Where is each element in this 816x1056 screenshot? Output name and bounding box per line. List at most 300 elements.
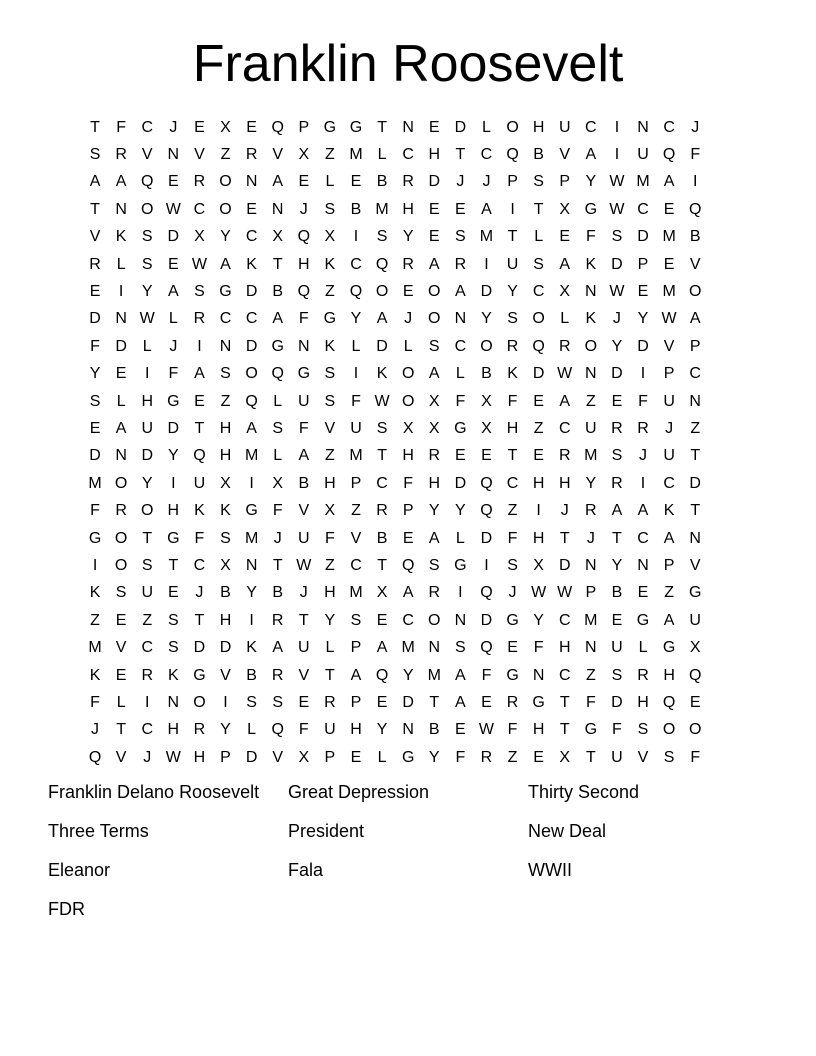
grid-letter: S <box>89 146 101 164</box>
grid-letter: D <box>637 228 649 246</box>
grid-letter: F <box>116 118 127 136</box>
word-list <box>48 780 768 936</box>
grid-letter: Y <box>455 502 466 520</box>
grid-letter: H <box>532 474 545 492</box>
grid-letter: S <box>324 365 336 383</box>
grid-letter: S <box>220 365 231 383</box>
grid-letter: V <box>689 255 701 273</box>
grid-letter: I <box>640 474 646 492</box>
grid-letter: T <box>690 502 701 520</box>
grid-letter: X <box>559 283 571 301</box>
grid-letter: G <box>584 721 598 739</box>
grid-letter: Z <box>690 419 701 437</box>
grid-letter: E <box>194 118 205 136</box>
grid-letter: F <box>90 337 100 355</box>
grid-letter: V <box>272 748 284 766</box>
grid-letter: R <box>506 337 519 355</box>
grid-letter: H <box>558 639 571 657</box>
grid-letter: A <box>611 502 623 520</box>
grid-letter: Q <box>688 666 702 684</box>
grid-letter: W <box>661 310 677 328</box>
grid-letter: A <box>194 365 205 383</box>
grid-letter: D <box>532 365 545 383</box>
word-list-item: Great Depression <box>288 782 430 802</box>
grid-letter: X <box>481 419 492 437</box>
grid-letter: Y <box>402 228 414 246</box>
grid-letter: D <box>402 693 414 711</box>
grid-letter: A <box>637 502 649 520</box>
grid-letter: O <box>114 529 128 547</box>
grid-letter: P <box>350 693 362 711</box>
grid-letter: O <box>219 173 232 191</box>
grid-letter: J <box>639 447 648 465</box>
grid-letter: N <box>454 611 467 629</box>
grid-letter: A <box>663 173 675 191</box>
grid-row <box>82 224 708 251</box>
grid-letter: E <box>663 200 675 218</box>
grid-letter: S <box>507 556 518 574</box>
grid-letter: X <box>220 118 231 136</box>
grid-letter: F <box>168 365 179 383</box>
grid-letter: O <box>114 474 128 492</box>
grid-letter: N <box>271 200 284 218</box>
grid-letter: A <box>272 173 284 191</box>
grid-letter: C <box>558 419 571 437</box>
grid-letter: P <box>663 365 675 383</box>
grid-letter: Z <box>507 502 518 520</box>
grid-letter: S <box>533 173 544 191</box>
grid-letter: X <box>324 228 336 246</box>
grid-letter: Y <box>637 310 649 328</box>
grid-letter: S <box>89 392 101 410</box>
grid-row <box>82 196 708 223</box>
grid-letter: E <box>455 200 466 218</box>
grid-letter: C <box>402 146 414 164</box>
grid-letter: E <box>455 447 466 465</box>
grid-letter: I <box>484 556 489 574</box>
grid-letter: T <box>90 200 100 218</box>
grid-letter: N <box>245 556 258 574</box>
grid-letter: J <box>665 419 674 437</box>
grid-letter: G <box>167 529 180 547</box>
grid-letter: N <box>167 693 180 711</box>
grid-letter: V <box>194 146 205 164</box>
grid-letter: N <box>637 118 649 136</box>
grid-letter: B <box>246 666 257 684</box>
grid-letter: R <box>324 693 336 711</box>
grid-letter: C <box>219 310 232 328</box>
grid-letter: E <box>533 392 544 410</box>
grid-letter: S <box>167 611 179 629</box>
grid-letter: D <box>480 611 493 629</box>
grid-letter: Q <box>375 666 389 684</box>
grid-letter: E <box>376 693 388 711</box>
grid-letter: C <box>637 200 649 218</box>
grid-letter: L <box>247 721 257 739</box>
grid-letter: S <box>376 419 388 437</box>
grid-letter: Z <box>220 146 231 164</box>
grid-letter: S <box>428 337 440 355</box>
grid-letter: N <box>585 639 597 657</box>
grid-letter: P <box>637 255 649 273</box>
grid-letter: Z <box>325 556 335 574</box>
grid-letter: P <box>507 173 518 191</box>
grid-letter: O <box>584 337 598 355</box>
grid-letter: H <box>402 200 414 218</box>
grid-row <box>82 169 708 196</box>
grid-letter: C <box>663 474 675 492</box>
grid-letter: H <box>532 721 545 739</box>
grid-letter: S <box>324 392 336 410</box>
grid-letter: T <box>116 721 127 739</box>
word-list-item: Fala <box>288 860 324 880</box>
grid-letter: I <box>118 283 124 301</box>
grid-letter: H <box>558 474 571 492</box>
grid-letter: S <box>428 556 440 574</box>
grid-letter: L <box>273 447 283 465</box>
grid-letter: W <box>478 721 494 739</box>
grid-letter: D <box>167 419 180 437</box>
grid-letter: M <box>244 447 259 465</box>
grid-letter: J <box>691 118 700 136</box>
grid-letter: G <box>88 529 102 547</box>
grid-letter: E <box>428 200 440 218</box>
grid-letter: W <box>165 748 181 766</box>
grid-letter: Z <box>142 611 153 629</box>
grid-letter: E <box>689 693 701 711</box>
grid-letter: J <box>195 584 204 602</box>
grid-letter: C <box>141 721 154 739</box>
grid-letter: E <box>115 666 127 684</box>
grid-letter: Z <box>664 584 674 602</box>
grid-letter: E <box>376 611 388 629</box>
grid-letter: H <box>219 419 232 437</box>
grid-letter: O <box>401 392 415 410</box>
grid-letter: G <box>688 584 702 602</box>
grid-letter: C <box>454 337 467 355</box>
grid-letter: N <box>585 556 597 574</box>
grid-letter: J <box>560 502 569 520</box>
grid-letter: W <box>165 200 181 218</box>
grid-letter: O <box>141 200 154 218</box>
grid-letter: T <box>429 693 440 711</box>
grid-letter: E <box>115 611 127 629</box>
grid-letter: G <box>323 118 337 136</box>
grid-letter: T <box>533 200 544 218</box>
grid-letter: L <box>116 693 126 711</box>
grid-letter: D <box>219 639 232 657</box>
grid-letter: F <box>481 666 492 684</box>
grid-letter: K <box>663 502 675 520</box>
grid-letter: U <box>637 146 649 164</box>
grid-letter: Y <box>376 721 388 739</box>
grid-letter: B <box>350 200 362 218</box>
grid-letter: J <box>299 584 308 602</box>
grid-letter: G <box>532 693 545 711</box>
grid-letter: X <box>559 748 571 766</box>
grid-letter: F <box>612 721 622 739</box>
grid-letter: F <box>690 748 701 766</box>
grid-letter: Z <box>507 748 518 766</box>
grid-letter: D <box>193 639 206 657</box>
grid-letter: K <box>585 310 597 328</box>
grid-letter: M <box>349 146 363 164</box>
grid-letter: X <box>559 200 571 218</box>
grid-letter: S <box>637 721 649 739</box>
word-list-item: FDR <box>48 899 85 919</box>
grid-row <box>82 552 708 579</box>
grid-letter: F <box>351 392 361 410</box>
grid-letter: A <box>689 310 701 328</box>
grid-letter: G <box>167 392 180 410</box>
grid-letter: T <box>168 556 179 574</box>
grid-letter: S <box>663 748 675 766</box>
grid-letter: Y <box>533 611 544 629</box>
grid-letter: W <box>191 255 207 273</box>
grid-letter: Y <box>246 584 257 602</box>
grid-letter: R <box>193 721 206 739</box>
grid-letter: C <box>141 639 154 657</box>
grid-row <box>82 333 708 360</box>
grid-letter: S <box>350 611 362 629</box>
grid-letter: K <box>507 365 518 383</box>
grid-letter: K <box>246 639 257 657</box>
grid-letter: C <box>376 474 388 492</box>
grid-letter: S <box>455 228 466 246</box>
grid-letter: D <box>611 365 623 383</box>
grid-letter: Z <box>585 666 596 684</box>
grid-letter: V <box>115 748 127 766</box>
grid-letter: N <box>115 447 127 465</box>
grid-letter: C <box>245 310 258 328</box>
grid-letter: Z <box>351 502 361 520</box>
grid-letter: C <box>245 228 258 246</box>
grid-letter: H <box>167 502 180 520</box>
grid-letter: H <box>219 447 232 465</box>
grid-letter: L <box>377 146 387 164</box>
word-list-item: President <box>288 821 365 841</box>
grid-letter: U <box>141 419 154 437</box>
grid-letter: M <box>244 529 259 547</box>
grid-letter: P <box>324 748 336 766</box>
grid-letter: D <box>245 283 258 301</box>
grid-letter: T <box>612 529 622 547</box>
grid-letter: W <box>374 392 390 410</box>
grid-letter: E <box>350 173 362 191</box>
grid-letter: L <box>403 337 413 355</box>
grid-letter: K <box>167 666 179 684</box>
grid-letter: E <box>637 584 649 602</box>
grid-letter: K <box>115 228 127 246</box>
grid-letter: B <box>376 529 388 547</box>
grid-letter: Z <box>325 447 335 465</box>
grid-letter: M <box>88 474 102 492</box>
grid-letter: D <box>454 474 467 492</box>
grid-letter: T <box>507 447 518 465</box>
grid-letter: S <box>141 228 153 246</box>
grid-letter: Y <box>402 666 414 684</box>
grid-letter: D <box>376 337 388 355</box>
grid-letter: T <box>272 255 283 273</box>
grid-letter: P <box>220 748 231 766</box>
grid-letter: A <box>663 529 675 547</box>
grid-letter: K <box>194 502 205 520</box>
grid-letter: G <box>454 419 467 437</box>
grid-letter: U <box>506 255 519 273</box>
grid-letter: L <box>455 529 465 547</box>
grid-letter: U <box>298 392 310 410</box>
grid-letter: J <box>508 584 517 602</box>
grid-letter: K <box>324 255 336 273</box>
grid-letter: I <box>614 118 620 136</box>
grid-letter: Z <box>533 419 544 437</box>
grid-letter: O <box>428 283 441 301</box>
word-list-item: Three Terms <box>48 821 149 841</box>
grid-letter: A <box>455 283 466 301</box>
grid-letter: R <box>506 693 519 711</box>
grid-letter: D <box>115 337 127 355</box>
grid-letter: L <box>455 365 465 383</box>
grid-letter: A <box>428 365 440 383</box>
grid-row <box>82 689 708 716</box>
grid-letter: L <box>560 310 570 328</box>
grid-letter: S <box>324 200 336 218</box>
grid-letter: E <box>402 529 414 547</box>
grid-letter: T <box>298 611 309 629</box>
grid-letter: P <box>585 584 597 602</box>
grid-row <box>82 525 708 552</box>
grid-row <box>82 470 708 497</box>
grid-letter: U <box>611 639 623 657</box>
grid-letter: A <box>585 146 597 164</box>
grid-letter: F <box>298 721 309 739</box>
grid-letter: R <box>454 255 467 273</box>
grid-letter: N <box>402 118 414 136</box>
grid-letter: Q <box>662 146 676 164</box>
word-list-item: Thirty Second <box>528 782 640 802</box>
grid-letter: H <box>350 721 362 739</box>
grid-letter: U <box>558 118 571 136</box>
grid-letter: E <box>611 611 623 629</box>
grid-letter: F <box>90 693 100 711</box>
grid-letter: N <box>689 392 701 410</box>
grid-letter: U <box>298 639 310 657</box>
grid-letter: X <box>481 392 492 410</box>
grid-row <box>82 607 708 634</box>
grid-letter: X <box>220 474 231 492</box>
grid-letter: E <box>507 639 518 657</box>
grid-letter: A <box>428 255 440 273</box>
grid-letter: W <box>609 173 625 191</box>
grid-letter: A <box>246 419 257 437</box>
grid-row <box>82 662 708 689</box>
grid-letter: Y <box>507 283 518 301</box>
grid-letter: F <box>585 228 596 246</box>
grid-letter: F <box>403 474 414 492</box>
grid-letter: V <box>663 337 675 355</box>
grid-letter: M <box>662 283 676 301</box>
grid-letter: C <box>558 611 571 629</box>
grid-letter: P <box>663 556 675 574</box>
grid-letter: D <box>611 255 623 273</box>
grid-letter: M <box>349 447 363 465</box>
grid-letter: B <box>272 283 284 301</box>
grid-letter: Y <box>585 474 597 492</box>
grid-letter: Y <box>611 556 623 574</box>
grid-letter: H <box>402 447 414 465</box>
grid-letter: M <box>88 639 102 657</box>
grid-letter: R <box>611 419 623 437</box>
grid-letter: L <box>168 310 178 328</box>
grid-letter: E <box>481 447 492 465</box>
grid-letter: Q <box>532 337 545 355</box>
grid-letter: L <box>351 337 361 355</box>
grid-letter: N <box>115 200 127 218</box>
grid-letter: Q <box>349 283 363 301</box>
grid-letter: R <box>611 474 623 492</box>
grid-letter: B <box>689 228 701 246</box>
grid-letter: G <box>636 611 650 629</box>
grid-letter: T <box>690 447 701 465</box>
grid-letter: I <box>536 502 541 520</box>
grid-letter: Z <box>325 283 335 301</box>
grid-letter: D <box>141 447 154 465</box>
word-list-item: WWII <box>528 860 572 880</box>
grid-letter: T <box>325 666 335 684</box>
grid-letter: O <box>480 337 493 355</box>
grid-letter: D <box>454 118 467 136</box>
grid-letter: G <box>454 556 467 574</box>
grid-letter: D <box>558 556 571 574</box>
grid-letter: A <box>455 693 466 711</box>
word-list-item: Franklin Delano Roosevelt <box>48 782 260 802</box>
grid-letter: A <box>559 392 571 410</box>
grid-letter: H <box>637 693 649 711</box>
grid-letter: O <box>114 556 128 574</box>
grid-letter: T <box>585 748 596 766</box>
grid-letter: H <box>663 666 675 684</box>
grid-letter: C <box>402 611 414 629</box>
grid-letter: O <box>688 283 702 301</box>
grid-letter: A <box>455 666 466 684</box>
grid-letter: F <box>585 693 596 711</box>
grid-letter: G <box>193 666 206 684</box>
grid-letter: C <box>350 255 362 273</box>
grid-letter: V <box>350 529 362 547</box>
grid-letter: E <box>533 447 544 465</box>
grid-letter: O <box>532 310 545 328</box>
grid-letter: N <box>219 337 232 355</box>
grid-letter: J <box>482 173 491 191</box>
grid-letter: S <box>272 419 284 437</box>
grid-letter: L <box>116 392 126 410</box>
grid-row <box>82 443 708 470</box>
grid-letter: O <box>193 693 206 711</box>
grid-letter: I <box>353 365 359 383</box>
grid-letter: O <box>401 365 415 383</box>
grid-letter: T <box>142 529 153 547</box>
grid-letter: R <box>558 337 571 355</box>
grid-letter: T <box>272 556 283 574</box>
grid-letter: A <box>428 529 440 547</box>
grid-letter: E <box>115 365 127 383</box>
grid-letter: L <box>534 228 544 246</box>
grid-letter: E <box>663 255 675 273</box>
grid-letter: M <box>401 639 415 657</box>
grid-letter: H <box>141 392 154 410</box>
grid-letter: N <box>585 283 597 301</box>
grid-letter: S <box>611 447 623 465</box>
